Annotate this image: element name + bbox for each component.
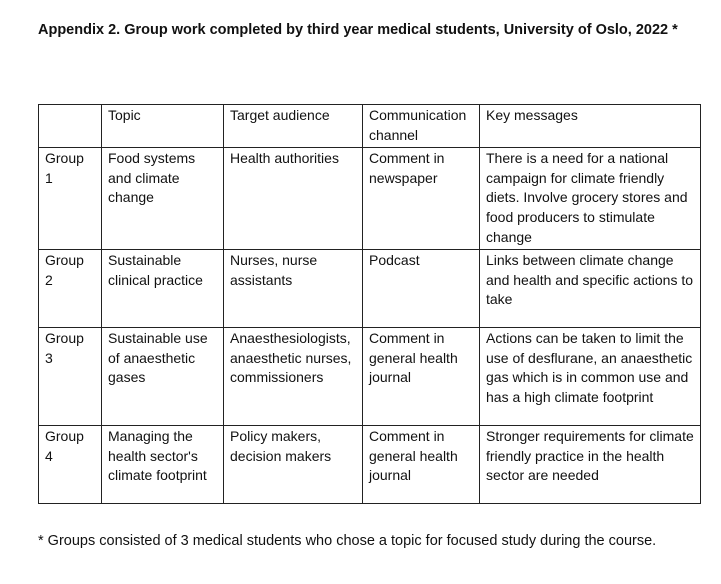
header-cell-topic: Topic [102, 105, 224, 148]
audience-cell: Health authorities [224, 148, 363, 250]
group-cell: Group 1 [39, 148, 102, 250]
audience-cell: Policy makers, decision makers [224, 426, 363, 504]
channel-cell: Comment in newspaper [363, 148, 480, 250]
audience-cell: Anaesthesiologists, anaesthetic nurses, commissioners [224, 328, 363, 426]
header-cell-group [39, 105, 102, 148]
messages-cell: There is a need for a national campaign for climate friendly diets. Involve grocery stores and food producers to stimulate change [480, 148, 701, 250]
table-header-row [39, 105, 701, 148]
header-cell-key-messages: Key messages [480, 105, 701, 148]
table-footnote: * Groups consisted of 3 medical students who chose a topic for focused study during the course. [38, 533, 657, 549]
group-cell: Group 3 [39, 328, 102, 426]
messages-cell: Actions can be taken to limit the use of desflurane, an anaesthetic gas which is in common use and has a high climate footprint [480, 328, 701, 426]
channel-cell: Podcast [363, 250, 480, 328]
table-row [39, 250, 701, 328]
topic-cell: Managing the health sector's climate footprint [102, 426, 224, 504]
table-row [39, 328, 701, 426]
topic-cell: Food systems and climate change [102, 148, 224, 250]
table-row [39, 148, 701, 250]
messages-cell: Stronger requirements for climate friendly practice in the health sector are needed [480, 426, 701, 504]
table-row [39, 426, 701, 504]
channel-cell: Comment in general health journal [363, 328, 480, 426]
group-work-table [38, 104, 701, 504]
group-cell: Group 4 [39, 426, 102, 504]
audience-cell: Nurses, nurse assistants [224, 250, 363, 328]
header-cell-target-audience: Target audience [224, 105, 363, 148]
topic-cell: Sustainable clinical practice [102, 250, 224, 328]
messages-cell: Links between climate change and health and specific actions to take [480, 250, 701, 328]
document-title: Appendix 2. Group work completed by third year medical students, University of Oslo, 2022 * [38, 22, 678, 38]
channel-cell: Comment in general health journal [363, 426, 480, 504]
group-cell: Group 2 [39, 250, 102, 328]
topic-cell: Sustainable use of anaesthetic gases [102, 328, 224, 426]
header-cell-communication-channel: Communication channel [363, 105, 480, 148]
